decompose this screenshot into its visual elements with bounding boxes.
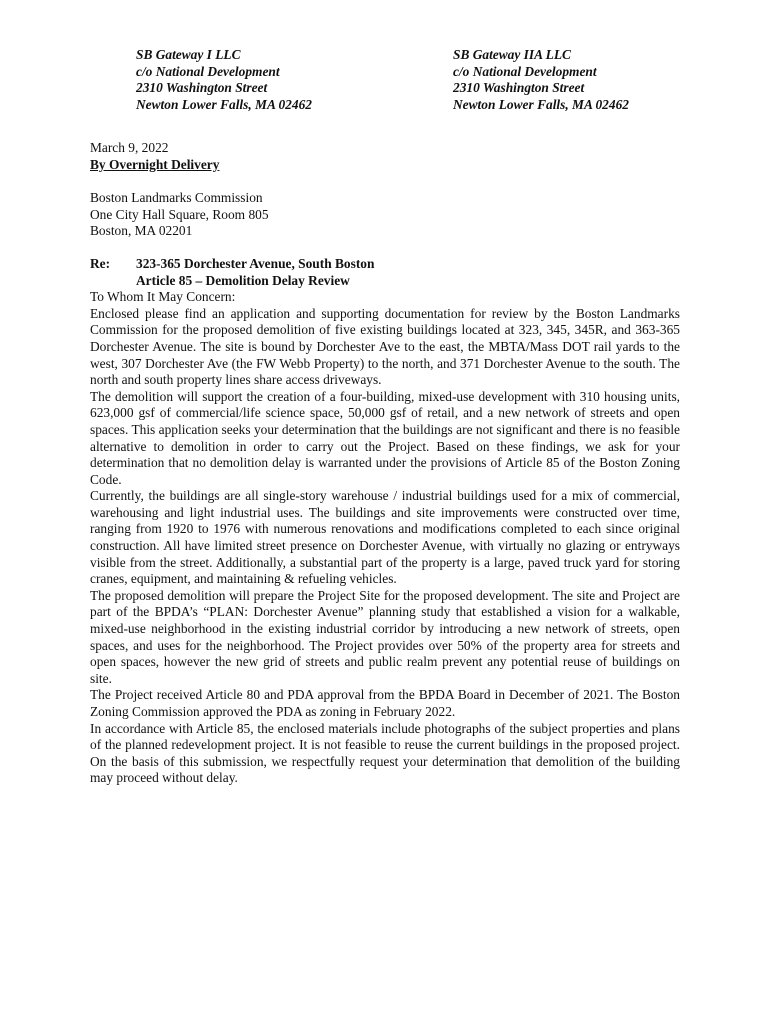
paragraph-1: Enclosed please find an application and supporting documentation for review by the Boston Landmarks Commission for the proposed demolition of five existing buildings located at 323, 345, 345R, and 363-365 Dorchester Avenue. The site is bound by Dorchester Ave to the east, the MBTA/Mass DOT rail yards to the west, 307 Dorchester Ave (the FW Webb Property) to the north, and 371 Dorchester Avenue to the south. The north and south property lines share access driveways. xyxy=(90,305,680,388)
recipient-name: Boston Landmarks Commission xyxy=(90,190,263,206)
letter-date: March 9, 2022 xyxy=(90,140,169,155)
letter-body xyxy=(90,140,680,787)
paragraph-4: The proposed demolition will prepare the Project Site for the proposed development. The site and Project are part of the BPDA’s “PLAN: Dorchester Avenue” planning study that established a vision for a walkable, mixed-use neighborhood in the existing industrial corridor by introducing a new network of streets, open spaces, and uses for the neighborhood. The Project provides over 50% of the property area for streets and open spaces, however the new grid of streets and public realm prevent any potential reuse of buildings on site. xyxy=(90,587,680,686)
sender-right-name: SB Gateway IIA LLC xyxy=(453,47,571,62)
delivery-method: By Overnight Delivery xyxy=(90,156,220,172)
paragraph-6: In accordance with Article 85, the enclosed materials include photographs of the subject properties and plans of the planned redevelopment project. It is not feasible to reuse the current buildings in the proposed project. On the basis of this submission, we respectfully request your determination that demolition of the building may proceed without delay. xyxy=(90,720,680,786)
paragraph-3: Currently, the buildings are all single-story warehouse / industrial buildings used for a mix of commercial, warehousing and light industrial uses. The buildings and site improvements were constructed over time, ranging from 1920 to 1976 with numerous renovations and modifications completed to each since original construction. All have limited street presence on Dorchester Avenue, with virtually no glazing or entryways visible from the street. Additionally, a substantial part of the property is a large, paved truck yard for storing cranes, equipment, and maintaining & refueling vehicles. xyxy=(90,488,680,587)
sender-address-left xyxy=(136,47,312,113)
sender-left-street: 2310 Washington Street xyxy=(136,80,268,96)
recipient-city: Boston, MA 02201 xyxy=(90,223,193,239)
recipient-address xyxy=(90,190,680,240)
sender-address-right xyxy=(453,47,629,113)
sender-left-name: SB Gateway I LLC xyxy=(136,47,241,62)
subject-label: Re: xyxy=(90,255,111,271)
salutation: To Whom It May Concern: xyxy=(90,289,236,305)
sender-left-care-of: c/o National Development xyxy=(136,63,280,79)
paragraph-2: The demolition will support the creation of a four-building, mixed-use development with 310 housing units, 623,000 gsf of commercial/life science space, 50,000 gsf of retail, and a new network of streets and open spaces. This application seeks your determination that the buildings are not significant and there is no feasible alternative to demolition in order to carry out the Project. Based on these findings, we ask for your determination that no demolition delay is warranted under the provisions of Article 85 of the Boston Zoning Code. xyxy=(90,388,680,487)
subject-property: 323-365 Dorchester Avenue, South Boston xyxy=(136,255,375,271)
sender-right-city: Newton Lower Falls, MA 02462 xyxy=(453,96,629,112)
subject-line xyxy=(90,256,680,289)
recipient-street: One City Hall Square, Room 805 xyxy=(90,206,269,222)
sender-right-care-of: c/o National Development xyxy=(453,63,597,79)
paragraph-5: The Project received Article 80 and PDA approval from the BPDA Board in December of 2021. The Boston Zoning Commission approved the PDA as zoning in February 2022. xyxy=(90,687,680,719)
subject-review: Article 85 – Demolition Delay Review xyxy=(136,272,350,288)
sender-right-street: 2310 Washington Street xyxy=(453,80,585,96)
sender-left-city: Newton Lower Falls, MA 02462 xyxy=(136,96,312,112)
